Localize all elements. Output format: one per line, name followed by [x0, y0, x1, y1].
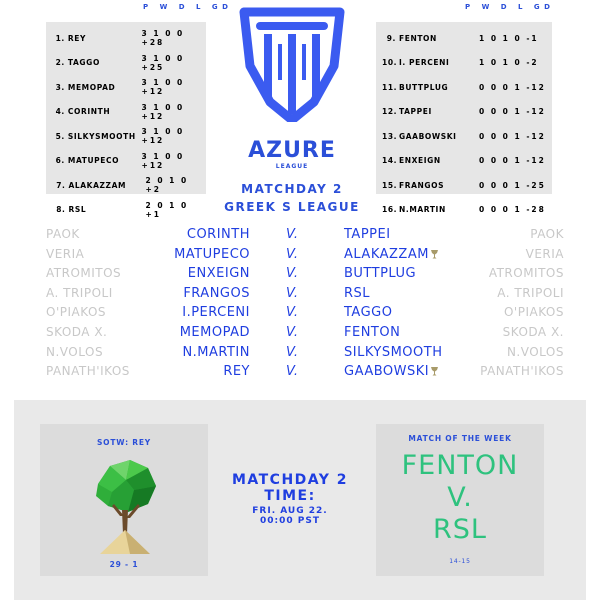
standings-rank: 10. — [382, 58, 398, 68]
greek-team-right-label: PAOK — [530, 227, 564, 241]
fixture-home — [150, 284, 250, 303]
standings-team: RSL — [68, 205, 87, 215]
fixture-vs — [286, 284, 306, 303]
fixture-away-label: BUTTPLUG — [344, 266, 417, 282]
fixture-away-label: ALAKAZZAM — [344, 246, 429, 262]
greek-team-left-label: O'PIAKOS — [46, 305, 107, 320]
schedule-date: FRI. AUG 22. — [252, 506, 328, 516]
league-title: GREEK S LEAGUE — [224, 200, 360, 214]
standings-stats: 3 1 0 0 +12 — [141, 102, 185, 121]
standings-stats: 2 0 1 0 +2 — [145, 176, 189, 195]
fixture-vs — [286, 323, 306, 342]
fixture-away-label: RSL — [344, 285, 371, 301]
standings-rank: 6. — [55, 156, 65, 166]
standings-stats: 3 1 0 0 +28 — [141, 29, 185, 48]
standings-rank: 7. — [56, 180, 66, 190]
standings-row — [52, 75, 206, 100]
motw-away: RSL — [433, 514, 487, 545]
fixture-vs — [286, 264, 306, 283]
fixture-vs-label: V. — [286, 325, 299, 340]
standings-team: ENXEIGN — [399, 156, 441, 166]
sotw-title: SOTW: REY — [96, 438, 152, 447]
fixture-away — [344, 323, 464, 342]
standings-rank: 13. — [382, 131, 398, 141]
standings-rank: 2. — [55, 58, 65, 68]
schedule-matchday: MATCHDAY 2 — [231, 472, 349, 488]
fixture-home-label: CORINTH — [186, 227, 250, 242]
standings-rank: 9. — [386, 33, 396, 43]
greek-team-left — [46, 225, 156, 244]
greek-team-right-label: ATROMITOS — [488, 266, 564, 281]
greek-team-right-label: VERIA — [525, 246, 564, 261]
fixture-home-label: N.MARTIN — [182, 344, 250, 360]
standings-rank: 12. — [382, 107, 398, 117]
fixture-vs — [286, 225, 306, 244]
standings-rank: 1. — [55, 33, 65, 43]
motw-home: FENTON — [401, 450, 519, 481]
greek-team-left — [46, 245, 156, 264]
azure-league-logo — [238, 4, 346, 122]
fixture-home — [150, 343, 250, 362]
tree-icon — [90, 456, 160, 556]
standings-stats: 1 0 1 0 -2 — [479, 58, 539, 68]
fixture-vs — [286, 362, 306, 381]
schedule-block — [215, 472, 365, 526]
standings-stats: 0 0 0 1 -25 — [479, 180, 546, 190]
brand-name: AZURE — [248, 138, 336, 163]
standings-stats: 1 0 1 0 -1 — [479, 33, 539, 43]
standings-rank: 15. — [382, 180, 398, 190]
greek-team-right — [460, 343, 564, 362]
fixture-away — [344, 303, 464, 322]
greek-team-right — [460, 362, 564, 381]
standings-rank: 4. — [55, 107, 65, 117]
standings-rank: 5. — [55, 131, 65, 141]
standings-row — [52, 173, 206, 198]
standings-table-right — [376, 22, 552, 215]
standings-stats: 0 0 0 1 -12 — [479, 156, 546, 166]
fixture-vs — [286, 343, 306, 362]
fixture-away-label: TAPPEI — [344, 227, 391, 242]
standings-team: TAPPEI — [399, 107, 432, 117]
greek-team-left — [46, 362, 156, 381]
fixture-vs-label: V. — [286, 364, 299, 380]
fixture-away — [344, 245, 464, 264]
standings-rank: 14. — [382, 156, 398, 166]
standings-row — [382, 149, 552, 174]
trophy-icon — [431, 367, 438, 376]
greek-team-left — [46, 264, 156, 283]
schedule-time-label: TIME: — [264, 488, 316, 504]
greek-team-left-label: ATROMITOS — [46, 266, 122, 281]
fixture-home-label: I.PERCENI — [182, 305, 250, 321]
greek-team-right-label: N.VOLOS — [506, 344, 564, 359]
standings-team: N.MARTIN — [399, 205, 446, 215]
fixture-vs-label: V. — [286, 227, 299, 242]
fixture-home — [150, 362, 250, 381]
fixture-vs-label: V. — [286, 344, 299, 360]
greek-team-left-label: SKODA X. — [46, 325, 108, 339]
greek-team-right-label: A. TRIPOLI — [497, 285, 564, 300]
fixture-home — [150, 245, 250, 264]
greek-team-left-label: PANATH'IKOS — [46, 364, 130, 379]
standings-stats: 0 0 0 1 -12 — [479, 82, 546, 92]
greek-team-right-label: SKODA X. — [502, 325, 564, 339]
fixture-vs — [286, 245, 306, 264]
standings-row — [382, 51, 552, 76]
fixture-home — [150, 264, 250, 283]
standings-row — [382, 75, 552, 100]
matchday-title: MATCHDAY 2 — [241, 182, 343, 196]
fixture-away — [344, 225, 464, 244]
fixture-away-label: GAABOWSKI — [344, 364, 430, 380]
standings-stats: 0 0 0 1 -12 — [479, 107, 546, 117]
fixture-away-label: TAGGO — [344, 305, 393, 321]
greek-team-left-label: N.VOLOS — [46, 344, 104, 359]
greek-team-left-label: PAOK — [46, 227, 80, 241]
standings-rank: 16. — [382, 205, 398, 215]
fixture-home-label: MATUPECO — [174, 246, 250, 262]
motw-vs: V. — [447, 482, 473, 513]
standings-row — [382, 198, 552, 223]
greek-team-left-label: A. TRIPOLI — [46, 285, 113, 300]
standings-team: MATUPECO — [67, 156, 120, 166]
standings-table-left — [46, 22, 206, 219]
standings-row — [52, 51, 206, 76]
fixture-vs — [286, 303, 306, 322]
greek-team-right — [460, 303, 564, 322]
azure-logo-icon — [238, 4, 346, 122]
greek-team-right — [460, 264, 564, 283]
standings-row — [382, 173, 552, 198]
fixture-vs-label: V. — [286, 305, 299, 321]
fixture-home — [150, 303, 250, 322]
greek-team-left-label: VERIA — [46, 246, 85, 261]
motw-card — [376, 424, 544, 576]
brand-subtitle: LEAGUE — [275, 163, 309, 170]
fixture-home-label: FRANGOS — [183, 285, 250, 301]
standings-team: CORINTH — [67, 107, 111, 117]
greek-team-right — [460, 245, 564, 264]
standings-team: GAABOWSKI — [399, 131, 457, 141]
standings-team: BUTTPLUG — [399, 82, 449, 92]
standings-team: ALAKAZZAM — [68, 180, 127, 190]
standings-rank: 8. — [56, 205, 66, 215]
greek-team-left — [46, 303, 156, 322]
standings-header-right: P W D L GD — [465, 3, 555, 11]
greek-team-right — [460, 225, 564, 244]
standings-row — [52, 149, 206, 174]
fixture-away-label: FENTON — [344, 325, 401, 340]
standings-row — [52, 198, 206, 223]
standings-row — [382, 124, 552, 149]
sotw-score: 29 - 1 — [109, 560, 139, 569]
fixture-away-label: SILKYSMOOTH — [344, 344, 443, 360]
fixture-home — [150, 225, 250, 244]
standings-stats: 3 1 0 0 +12 — [141, 151, 185, 170]
standings-rank: 11. — [382, 82, 398, 92]
standings-stats: 3 1 0 0 +12 — [141, 78, 185, 97]
schedule-hour: 00:00 PST — [260, 516, 320, 526]
standings-team: TAGGO — [67, 58, 100, 68]
motw-title: MATCH OF THE WEEK — [408, 434, 512, 443]
fixture-away — [344, 343, 464, 362]
standings-row — [52, 26, 206, 51]
greek-team-right — [460, 284, 564, 303]
standings-stats: 0 0 0 1 -28 — [479, 205, 546, 215]
fixture-home — [150, 323, 250, 342]
fixture-away — [344, 362, 464, 381]
fixture-away — [344, 264, 464, 283]
greek-team-left — [46, 284, 156, 303]
sotw-card — [40, 424, 208, 576]
fixture-home-label: ENXEIGN — [187, 266, 250, 282]
standings-team: SILKYSMOOTH — [67, 131, 136, 141]
standings-row — [52, 124, 206, 149]
standings-stats: 2 0 1 0 +1 — [145, 200, 189, 219]
standings-team: FRANGOS — [399, 180, 445, 190]
standings-team: FENTON — [399, 33, 437, 43]
standings-team: I. PERCENI — [399, 58, 450, 68]
fixture-vs-label: V. — [286, 285, 299, 301]
fixture-home-label: REY — [223, 364, 250, 380]
standings-team: MEMOPAD — [67, 82, 116, 92]
fixture-vs-label: V. — [286, 266, 299, 282]
standings-row — [382, 100, 552, 125]
greek-team-right-label: PANATH'IKOS — [480, 364, 564, 379]
standings-rank: 3. — [55, 82, 65, 92]
fixture-home-label: MEMOPAD — [179, 325, 250, 340]
motw-season: 14-15 — [449, 558, 471, 565]
standings-stats: 3 1 0 0 +25 — [141, 53, 185, 72]
greek-team-left — [46, 343, 156, 362]
standings-stats: 3 1 0 0 +12 — [141, 127, 185, 146]
fixture-away — [344, 284, 464, 303]
standings-stats: 0 0 0 1 -12 — [479, 131, 546, 141]
trophy-icon — [431, 250, 438, 259]
standings-team: REY — [67, 33, 87, 43]
greek-team-right-label: O'PIAKOS — [503, 305, 564, 320]
standings-header-left: P W D L GD — [143, 3, 233, 11]
standings-row — [382, 26, 552, 51]
greek-team-left — [46, 323, 156, 342]
fixture-vs-label: V. — [286, 246, 299, 262]
greek-team-right — [460, 323, 564, 342]
standings-row — [52, 100, 206, 125]
